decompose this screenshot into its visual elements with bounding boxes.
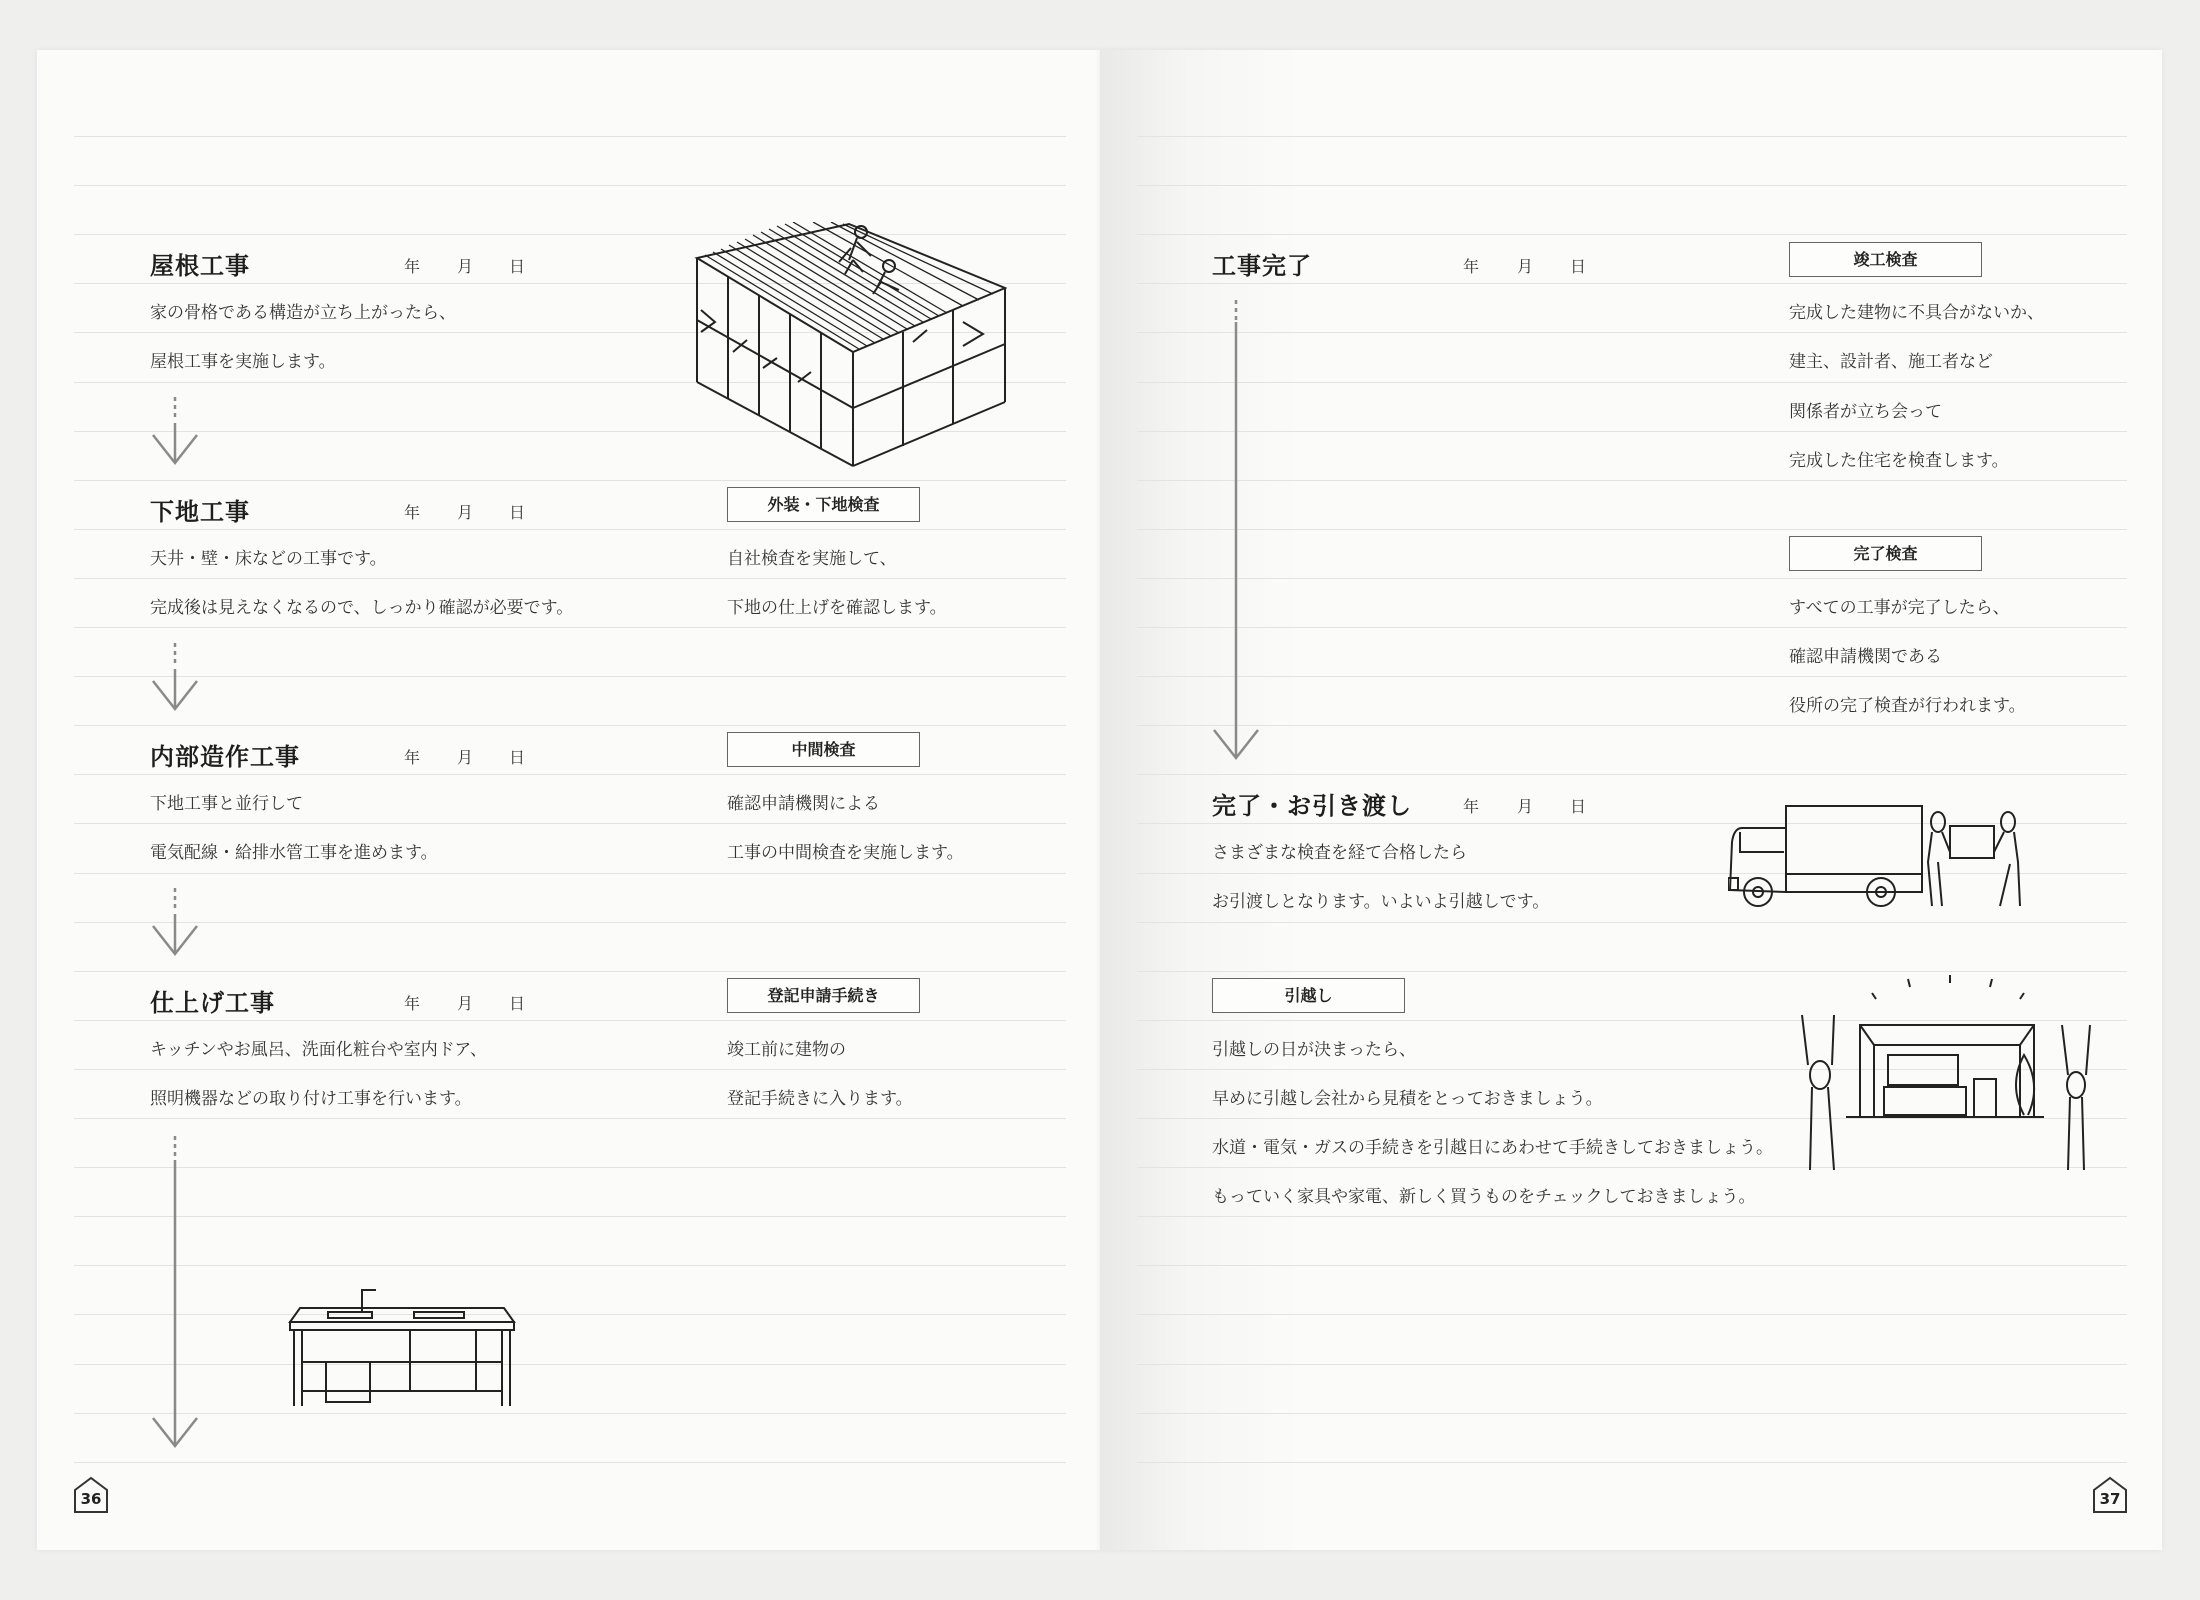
down-arrow-icon: [150, 886, 200, 958]
ruled-line: [74, 1413, 1066, 1414]
ruled-line: [74, 185, 1066, 186]
new-house-celebration-illustration: [1798, 975, 2098, 1175]
date-month-label: 月: [457, 748, 474, 767]
date-year-label: 年: [1463, 797, 1480, 816]
moving-text: 引越しの日が決まったら、: [1212, 1040, 1416, 1060]
ruled-line: [1137, 578, 2127, 579]
ruled-line: [1137, 185, 2127, 186]
ruled-line: [74, 1216, 1066, 1217]
date-month-label: 月: [457, 994, 474, 1013]
moving-text: 水道・電気・ガスの手続きを引越日にあわせて手続きしておきましょう。: [1212, 1138, 1773, 1158]
inspection-text: 完成した建物に不具合がないか、: [1789, 303, 2044, 323]
inspection-text: 役所の完了検査が行われます。: [1789, 696, 2026, 716]
ruled-line: [74, 1167, 1066, 1168]
ruled-line: [1137, 431, 2127, 432]
ruled-line: [1137, 480, 2127, 481]
page-number: 37: [2099, 1490, 2121, 1508]
step-title-finishing: 仕上げ工事: [150, 989, 275, 1017]
page-number-badge: [2092, 1476, 2128, 1514]
inspection-text: すべての工事が完了したら、: [1789, 598, 2010, 618]
inspection-text: 登記手続きに入ります。: [727, 1089, 913, 1109]
ruled-line: [1137, 1413, 2127, 1414]
date-year-label: 年: [404, 994, 421, 1013]
step-title-handover: 完了・お引き渡し: [1212, 792, 1412, 820]
step-title-completion: 工事完了: [1212, 252, 1312, 280]
inspection-label-completion: 完了検査: [1789, 536, 1982, 571]
date-year-label: 年: [404, 748, 421, 767]
ruled-line: [1137, 283, 2127, 284]
ruled-line: [74, 774, 1066, 775]
step-title-interior: 内部造作工事: [150, 743, 300, 771]
date-day-label: 日: [1570, 797, 1587, 816]
inspection-text: 自社検査を実施して、: [727, 549, 897, 569]
ruled-line: [74, 1069, 1066, 1070]
date-day-label: 日: [509, 503, 526, 522]
ruled-line: [1137, 234, 2127, 235]
ruled-line: [74, 1020, 1066, 1021]
ruled-line: [1137, 136, 2127, 137]
step-text: 屋根工事を実施します。: [150, 352, 336, 372]
ruled-line: [1137, 1462, 2127, 1463]
inspection-text: 下地の仕上げを確認します。: [727, 598, 947, 618]
ruled-line: [1137, 332, 2127, 333]
inspection-text: 確認申請機関である: [1789, 647, 1942, 667]
inspection-label-exterior: 外装・下地検査: [727, 487, 920, 522]
down-arrow-icon: [150, 641, 200, 713]
moving-text: 早めに引越し会社から見積をとっておきましょう。: [1212, 1089, 1603, 1109]
ruled-line: [1137, 774, 2127, 775]
ruled-line: [1137, 676, 2127, 677]
long-down-arrow-icon: [1211, 298, 1261, 762]
ruled-line: [1137, 382, 2127, 383]
ruled-line: [1137, 1314, 2127, 1315]
ruled-line: [74, 1462, 1066, 1463]
inspection-text: 工事の中間検査を実施します。: [727, 843, 964, 863]
step-title-groundwork: 下地工事: [150, 498, 250, 526]
date-day-label: 日: [509, 257, 526, 276]
moving-label: 引越し: [1212, 978, 1405, 1013]
roof-construction-illustration: [693, 222, 1007, 467]
ruled-line: [74, 1364, 1066, 1365]
kitchen-counter-illustration: [286, 1276, 518, 1411]
ruled-line: [1137, 1216, 2127, 1217]
date-year-label: 年: [404, 503, 421, 522]
ruled-line: [1137, 971, 2127, 972]
inspection-text: 完成した住宅を検査します。: [1789, 451, 2009, 471]
date-day-label: 日: [509, 748, 526, 767]
step-text: 下地工事と並行して: [150, 794, 303, 814]
ruled-line: [74, 1265, 1066, 1266]
date-month-label: 月: [1517, 257, 1534, 276]
step-text: さまざまな検査を経て合格したら: [1212, 843, 1467, 863]
date-day-label: 日: [1570, 257, 1587, 276]
inspection-label-registration: 登記申請手続き: [727, 978, 920, 1013]
ruled-line: [1137, 627, 2127, 628]
date-day-label: 日: [509, 994, 526, 1013]
ruled-line: [74, 136, 1066, 137]
inspection-text: 竣工前に建物の: [727, 1040, 846, 1060]
page-number-badge: [73, 1476, 109, 1514]
ruled-line: [74, 971, 1066, 972]
step-text: 照明機器などの取り付け工事を行います。: [150, 1089, 472, 1109]
ruled-line: [74, 922, 1066, 923]
long-down-arrow-icon: [150, 1134, 200, 1450]
inspection-label-final: 竣工検査: [1789, 242, 1982, 277]
ruled-line: [74, 873, 1066, 874]
step-text: 完成後は見えなくなるので、しっかり確認が必要です。: [150, 598, 574, 618]
ruled-line: [1137, 1364, 2127, 1365]
ruled-line: [74, 578, 1066, 579]
step-text: 天井・壁・床などの工事です。: [150, 549, 387, 569]
inspection-text: 確認申請機関による: [727, 794, 880, 814]
date-month-label: 月: [1517, 797, 1534, 816]
date-month-label: 月: [457, 257, 474, 276]
step-text: お引渡しとなります。いよいよ引越しです。: [1212, 892, 1550, 912]
ruled-line: [1137, 922, 2127, 923]
step-text: 電気配線・給排水管工事を進めます。: [150, 843, 438, 863]
ruled-line: [74, 823, 1066, 824]
ruled-line: [74, 1314, 1066, 1315]
step-title-roofing: 屋根工事: [150, 252, 250, 280]
ruled-line: [74, 627, 1066, 628]
page-number: 36: [80, 1490, 102, 1508]
moving-text: もっていく家具や家電、新しく買うものをチェックしておきましょう。: [1212, 1187, 1756, 1207]
date-year-label: 年: [1463, 257, 1480, 276]
inspection-text: 関係者が立ち会って: [1789, 402, 1942, 422]
ruled-line: [1137, 725, 2127, 726]
step-text: キッチンやお風呂、洗面化粧台や室内ドア、: [150, 1040, 487, 1060]
down-arrow-icon: [150, 395, 200, 467]
inspection-label-interim: 中間検査: [727, 732, 920, 767]
ruled-line: [74, 480, 1066, 481]
step-text: 家の骨格である構造が立ち上がったら、: [150, 303, 456, 323]
ruled-line: [1137, 529, 2127, 530]
date-month-label: 月: [457, 503, 474, 522]
ruled-line: [1137, 1265, 2127, 1266]
ruled-line: [74, 1118, 1066, 1119]
inspection-text: 建主、設計者、施工者など: [1789, 352, 1993, 372]
moving-truck-illustration: [1728, 802, 2030, 914]
ruled-line: [74, 725, 1066, 726]
ruled-line: [74, 529, 1066, 530]
ruled-line: [74, 676, 1066, 677]
date-year-label: 年: [404, 257, 421, 276]
